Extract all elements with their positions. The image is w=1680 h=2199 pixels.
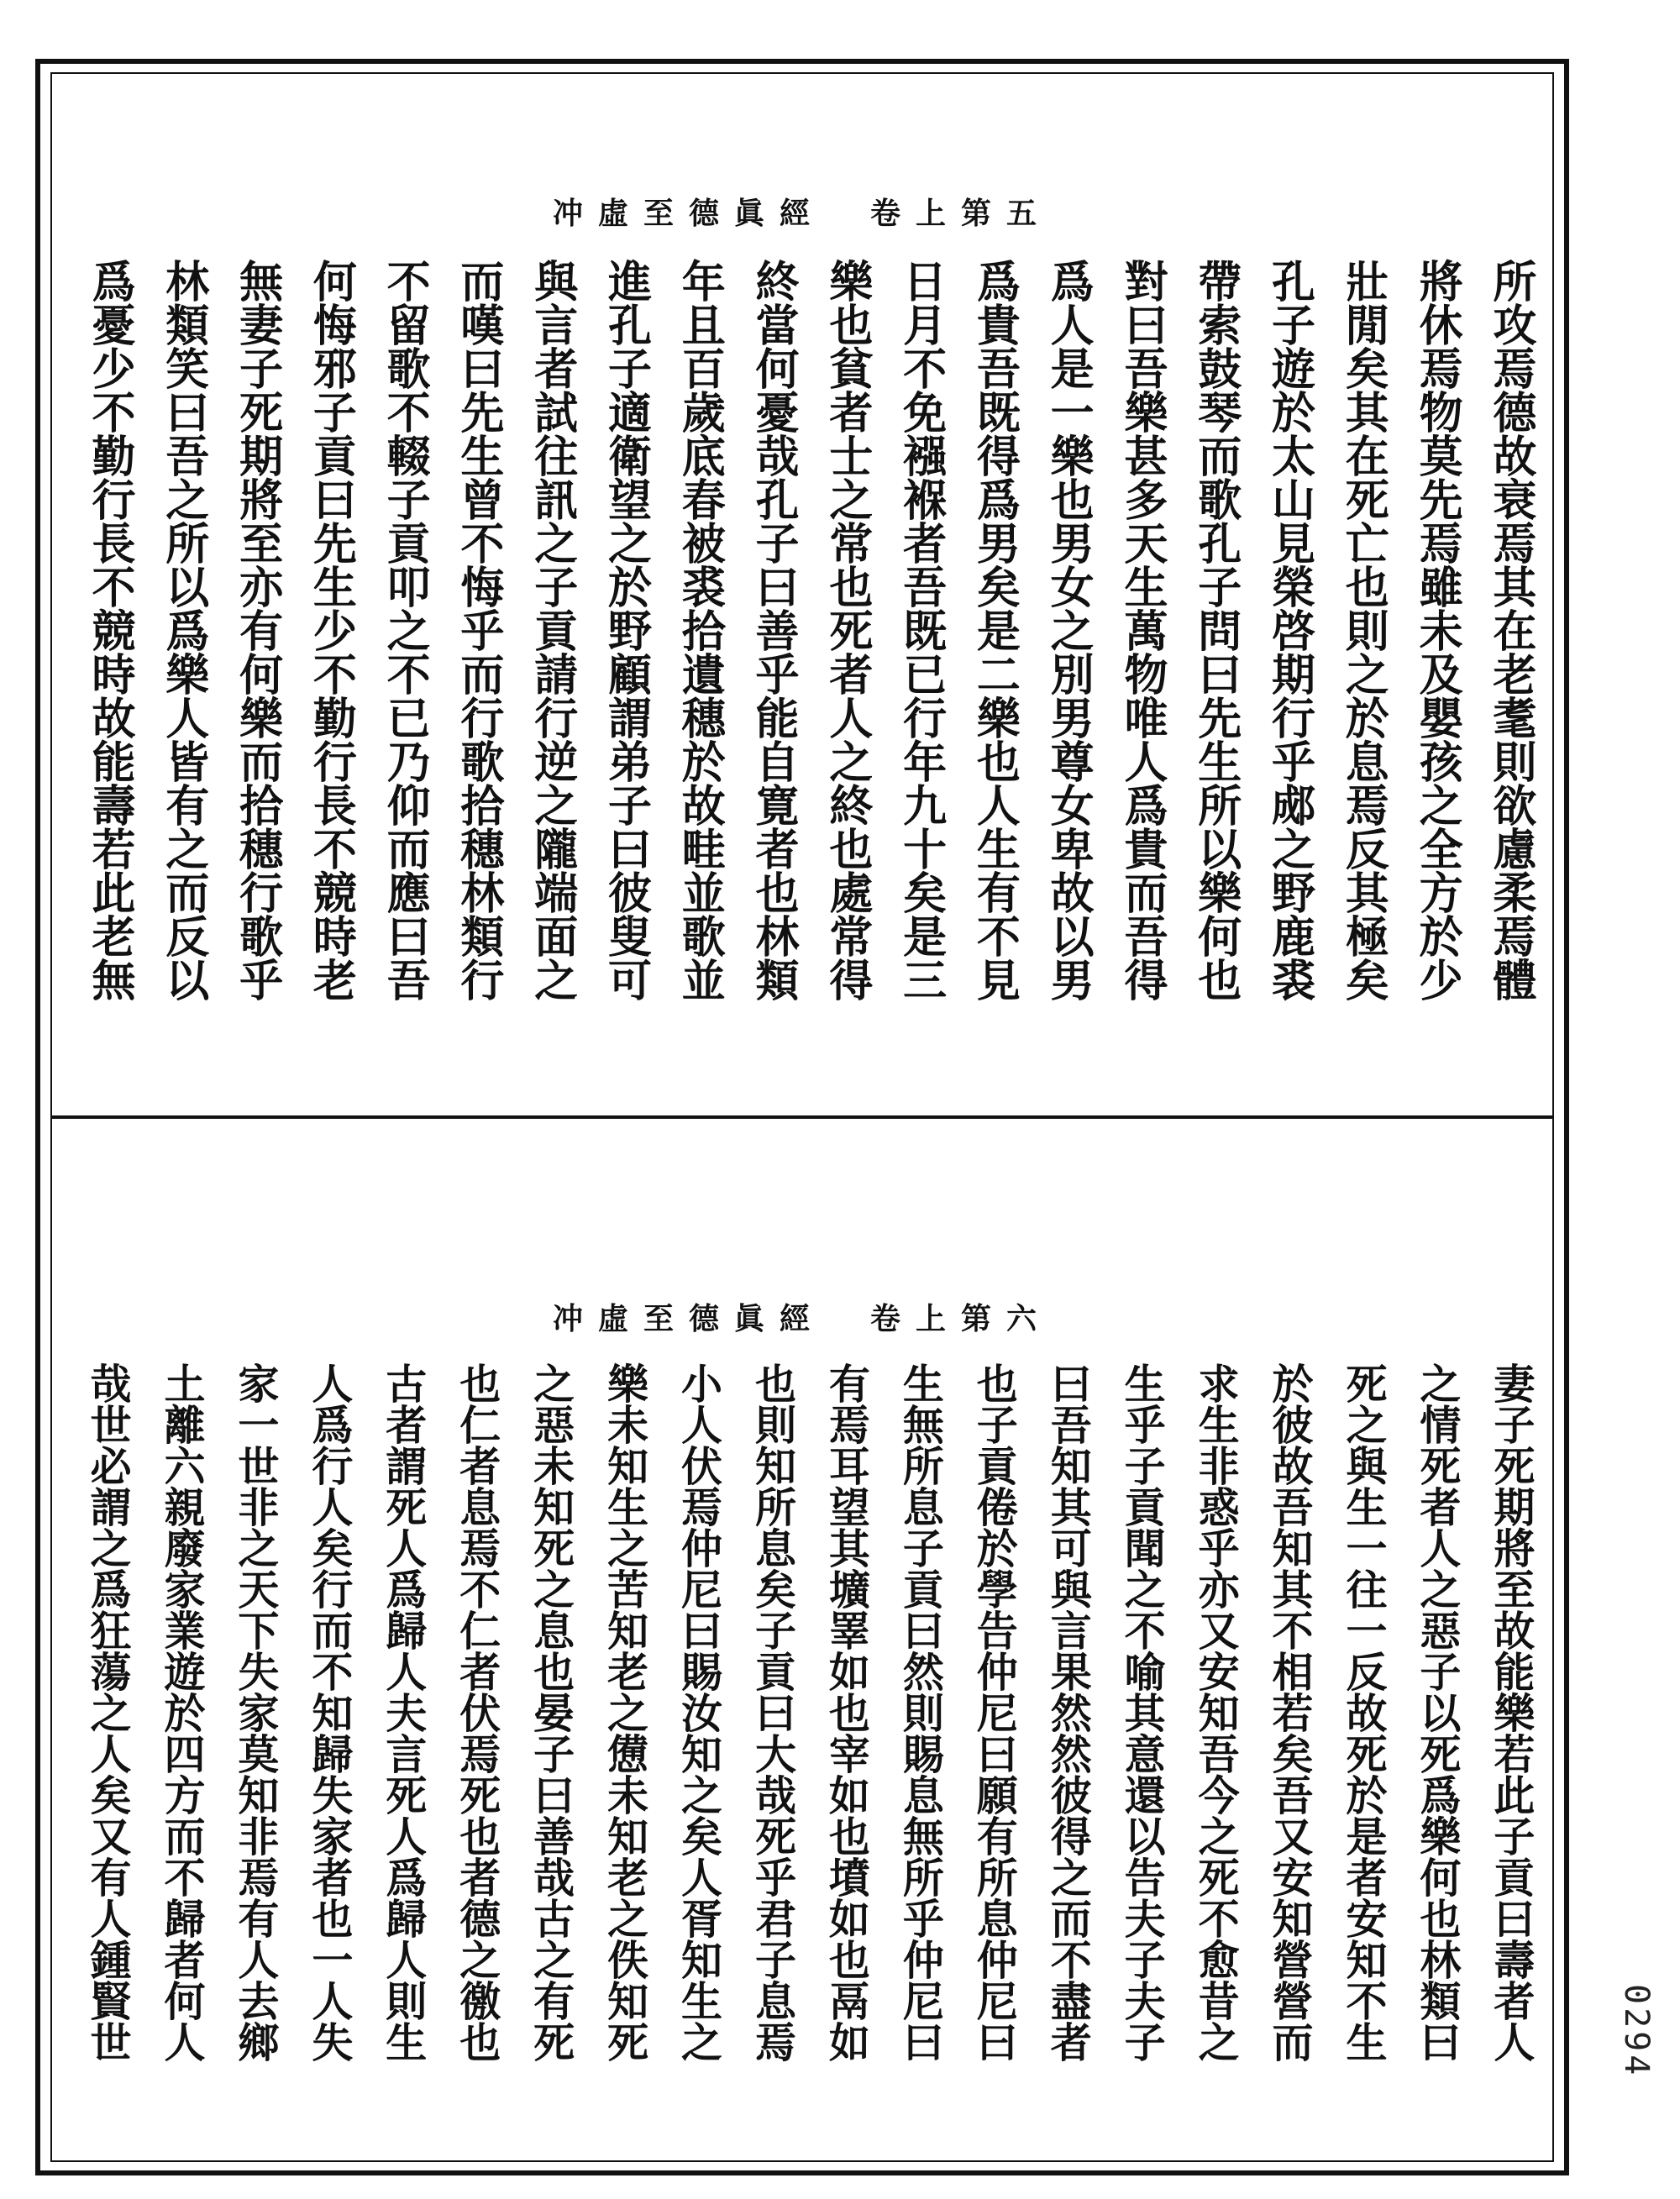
bottom-text-column: 土離六親廢家業遊於四方而不歸者何人 [157,1362,207,2062]
top-text-column: 終當何憂哉孔子曰善乎能自寛者也林類 [748,259,800,1001]
top-text-column: 而嘆曰先生曾不悔乎而行歌拾穗林類行 [452,259,504,1001]
top-text-column: 日月不免襁褓者吾既已行年九十矣是三 [895,259,947,1001]
top-text-column: 將休焉物莫先焉雖未及嬰孩之全方於少 [1411,259,1463,1001]
bottom-text-column: 人爲行人矣行而不知歸失家者也一人失 [305,1362,354,2062]
top-text-column: 年且百歲底春被裘拾遺穗於故畦並歌並 [674,259,726,1001]
top-text-column: 孔子遊於太山見榮啓期行乎郕之野鹿裘 [1263,259,1315,1001]
bottom-text-column: 也則知所息矣子貢曰大哉死乎君子息焉 [748,1362,798,2062]
top-text-column: 壯閒矣其在死亡也則之於息焉反其極矣 [1337,259,1389,1001]
top-text-column: 何悔邪子貢曰先生少不勤行長不競時老 [305,259,357,1001]
top-text-column: 進孔子適衛望之於野顧謂弟子曰彼叟可 [600,259,652,1001]
top-text-column: 樂也貧者士之常也死者人之終也處常得 [821,259,873,1001]
bottom-text-column: 有焉耳望其壙睪如也宰如也墳如也鬲如 [822,1362,872,2062]
top-folio-header: 冲虛至德眞經 卷上第五 [552,196,1052,231]
bottom-text-column: 家一世非之天下失家莫知非焉有人去鄉 [231,1362,281,2062]
bottom-text-column: 死之與生一往一反故死於是者安知不生 [1339,1362,1389,2062]
bottom-text-column: 之情死者人之惡子以死爲樂何也林類曰 [1413,1362,1462,2062]
top-text-column: 不留歌不輟子貢叩之不已乃仰而應曰吾 [379,259,431,1001]
top-text-column: 所攻焉德故衰焉其在老耄則欲慮柔焉體 [1484,259,1536,1001]
bottom-text-column: 妻子死期將至故能樂若此子貢曰壽者人 [1487,1362,1536,2062]
bottom-text-column: 於彼故吾知其不相若矣吾又安知營營而 [1266,1362,1315,2062]
bottom-text-column: 也仁者息焉不仁者伏焉死也者德之徼也 [453,1362,502,2062]
page-frame [35,59,1569,2175]
top-text-column: 爲貴吾既得爲男矣是二樂也人生有不見 [969,259,1021,1001]
bottom-text-column: 生乎子貢聞之不喻其意還以告夫子夫子 [1118,1362,1168,2062]
top-text-columns [84,259,1536,1099]
top-text-column: 無妻子死期將至亦有何樂而拾穗行歌乎 [231,259,283,1001]
top-text-column: 帶索鼓琴而歌孔子問曰先生所以樂何也 [1189,259,1242,1001]
bottom-text-column: 曰吾知其可與言果然然彼得之而不盡者 [1044,1362,1094,2062]
bottom-text-column: 也子貢倦於學告仲尼曰願有所息仲尼曰 [970,1362,1020,2062]
bottom-panel [52,1119,1552,2174]
bottom-text-column: 哉世必謂之爲狂蕩之人矣又有人鍾賢世 [84,1362,133,2062]
page-number: 0294 [1617,1984,1656,2079]
bottom-text-column: 求生非惑乎亦又安知吾今之死不愈昔之 [1192,1362,1242,2062]
top-text-column: 爲人是一樂也男女之別男尊女卑故以男 [1042,259,1095,1001]
bottom-text-column: 古者謂死人爲歸人夫言死人爲歸人則生 [379,1362,428,2062]
bottom-folio-header: 冲虛至德眞經 卷上第六 [552,1301,1052,1336]
top-text-column: 林類笑曰吾之所以爲樂人皆有之而反以 [157,259,209,1001]
bottom-text-column: 生無所息子貢曰然則賜息無所乎仲尼曰 [896,1362,946,2062]
top-panel [52,74,1552,1115]
top-text-column: 與言者試往訊之子貢請行逆之隴端面之 [526,259,578,1001]
top-text-column: 爲憂少不勤行長不競時故能壽若此老無 [84,259,135,1001]
bottom-text-column: 樂未知生之苦知老之憊未知老之佚知死 [601,1362,650,2062]
bottom-text-column: 小人伏焉仲尼曰賜汝知之矣人胥知生之 [675,1362,724,2062]
bottom-text-columns [84,1362,1536,2152]
top-text-column: 對曰吾樂甚多天生萬物唯人爲貴而吾得 [1116,259,1168,1001]
inner-border [50,72,1554,2162]
bottom-text-column: 之惡未知死之息也晏子曰善哉古之有死 [527,1362,576,2062]
